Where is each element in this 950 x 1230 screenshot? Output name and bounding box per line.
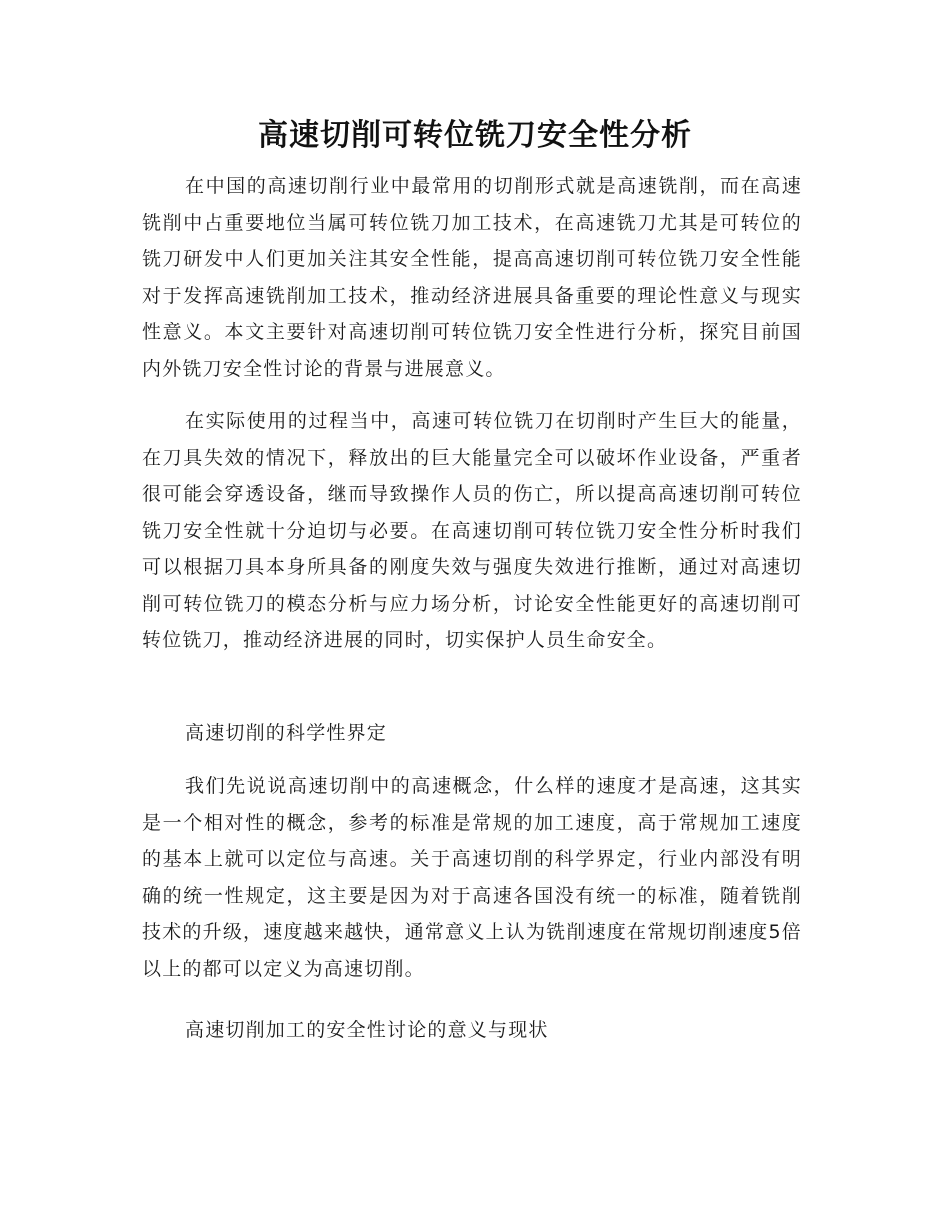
paragraph-intro: 在中国的高速切削行业中最常用的切削形式就是高速铣削，而在高速铣削中占重要地位当属可转位铣刀加工技术，在高速铣刀尤其是可转位的铣刀研发中人们更加关注其安全性能，提高高速切削可转位铣刀安全性能对于发挥高速铣削加工技术，推动经济进展具备重要的理论性意义与现实性意义。本文主要针对高速切削可转位铣刀安全性进行分析，探究目前国内外铣刀安全性讨论的背景与进展意义。 xyxy=(142,175,802,380)
section-heading-significance: 高速切削加工的安全性讨论的意义与现状 xyxy=(185,1019,549,1041)
paragraph-safety: 在实际使用的过程当中，高速可转位铣刀在切削时产生巨大的能量，在刀具失效的情况下，释放出的巨大能量完全可以破坏作业设备，严重者很可能会穿透设备，继而导致操作人员的伤亡，所以提高高速切削可转位铣刀安全性就十分迫切与必要。在高速切削可转位铣刀安全性分析时我们可以根据刀具本身所具备的刚度失效与强度失效进行推断，通过对高速切削可转位铣刀的模态分析与应力场分析，讨论安全性能更好的高速切削可转位铣刀，推动经济进展的同时，切实保护人员生命安全。 xyxy=(142,410,802,651)
paragraph-definition: 我们先说说高速切削中的高速概念，什么样的速度才是高速，这其实是一个相对性的概念，参考的标准是常规的加工速度，高于常规加工速度的基本上就可以定位与高速。关于高速切削的科学界定，行业内部没有明确的统一性规定，这主要是因为对于高速各国没有统一的标准，随着铣削技术的升级，速度越来越快，通常意义上认为铣削速度在常规切削速度5倍以上的都可以定义为高速切削。 xyxy=(142,775,802,980)
document-title: 高速切削可转位铣刀安全性分析 xyxy=(258,118,692,153)
section-heading-definition: 高速切削的科学性界定 xyxy=(185,722,388,744)
